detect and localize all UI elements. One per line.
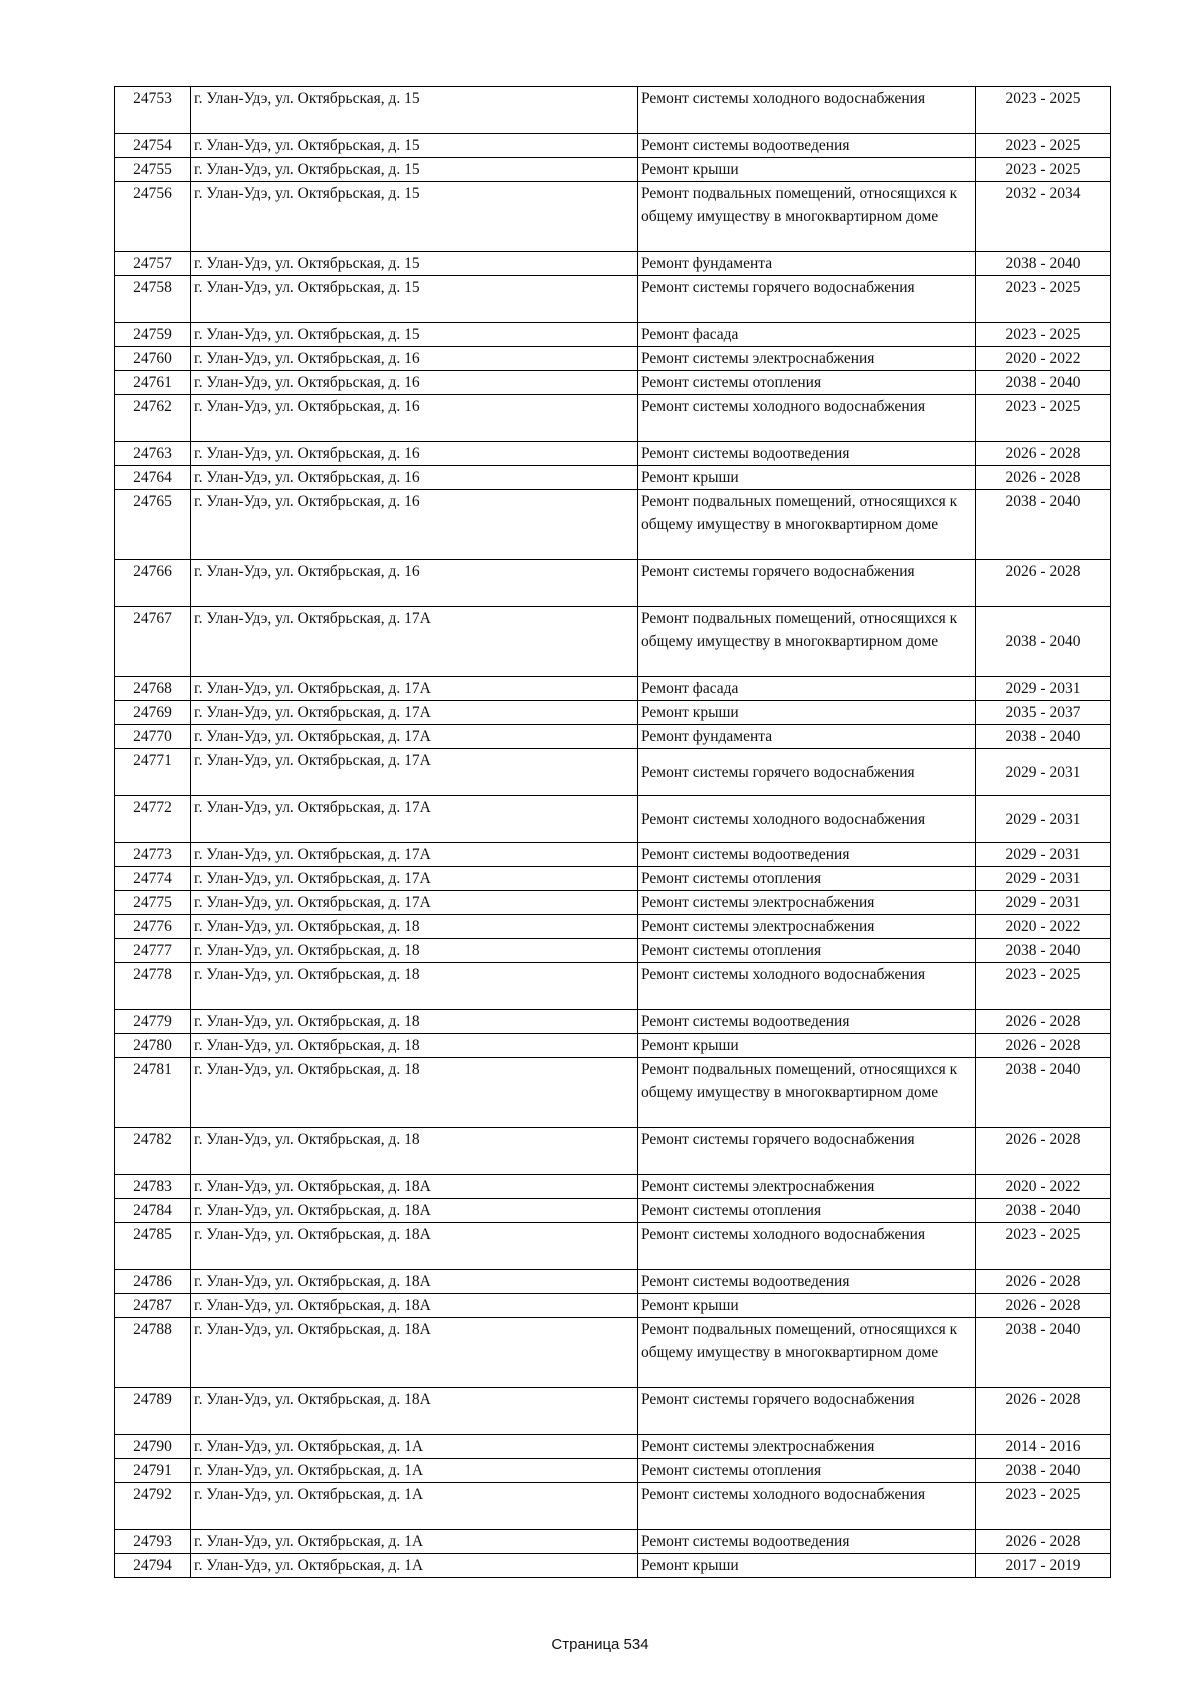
table-row [115,371,1111,395]
row-number-cell: 24771 [115,749,191,796]
address-cell: г. Улан-Удэ, ул. Октябрьская, д. 17А [191,607,638,677]
table-row [115,87,1111,134]
repair-schedule-table [114,86,1111,1578]
work-type-cell: Ремонт крыши [638,1294,976,1318]
table-row [115,867,1111,891]
period-cell: 2026 - 2028 [976,1034,1111,1058]
period-cell: 2029 - 2031 [976,867,1111,891]
address-cell: г. Улан-Удэ, ул. Октябрьская, д. 18А [191,1388,638,1435]
row-number-cell: 24784 [115,1199,191,1223]
work-type-cell: Ремонт системы горячего водоснабжения [638,560,976,607]
address-cell: г. Улан-Удэ, ул. Октябрьская, д. 18 [191,1128,638,1175]
table-row [115,1530,1111,1554]
period-cell: 2032 - 2034 [976,182,1111,252]
table-row [115,1058,1111,1128]
period-cell: 2038 - 2040 [976,371,1111,395]
table-row [115,276,1111,323]
address-cell: г. Улан-Удэ, ул. Октябрьская, д. 18 [191,1058,638,1128]
address-cell: г. Улан-Удэ, ул. Октябрьская, д. 15 [191,252,638,276]
period-cell: 2038 - 2040 [976,1318,1111,1388]
row-number-cell: 24765 [115,490,191,560]
period-cell: 2029 - 2031 [976,796,1111,843]
address-cell: г. Улан-Удэ, ул. Октябрьская, д. 15 [191,276,638,323]
work-type-cell: Ремонт подвальных помещений, относящихся к общему имуществу в многоквартирном доме [638,490,976,560]
work-type-cell: Ремонт системы отопления [638,1459,976,1483]
work-type-cell: Ремонт подвальных помещений, относящихся к общему имуществу в многоквартирном доме [638,607,976,677]
row-number-cell: 24770 [115,725,191,749]
row-number-cell: 24793 [115,1530,191,1554]
period-cell: 2026 - 2028 [976,1010,1111,1034]
row-number-cell: 24777 [115,939,191,963]
row-number-cell: 24785 [115,1223,191,1270]
address-cell: г. Улан-Удэ, ул. Октябрьская, д. 18А [191,1199,638,1223]
address-cell: г. Улан-Удэ, ул. Октябрьская, д. 18А [191,1294,638,1318]
row-number-cell: 24766 [115,560,191,607]
address-cell: г. Улан-Удэ, ул. Октябрьская, д. 17А [191,749,638,796]
work-type-cell: Ремонт подвальных помещений, относящихся к общему имуществу в многоквартирном доме [638,1318,976,1388]
table-row [115,749,1111,796]
address-cell: г. Улан-Удэ, ул. Октябрьская, д. 1А [191,1530,638,1554]
address-cell: г. Улан-Удэ, ул. Октябрьская, д. 16 [191,442,638,466]
address-cell: г. Улан-Удэ, ул. Октябрьская, д. 17А [191,725,638,749]
period-cell: 2038 - 2040 [976,1058,1111,1128]
work-type-cell: Ремонт крыши [638,1554,976,1578]
work-type-cell: Ремонт системы горячего водоснабжения [638,276,976,323]
period-cell: 2029 - 2031 [976,891,1111,915]
work-type-cell: Ремонт системы отопления [638,371,976,395]
table-row [115,252,1111,276]
table-row [115,915,1111,939]
address-cell: г. Улан-Удэ, ул. Октябрьская, д. 1А [191,1459,638,1483]
work-type-cell: Ремонт подвальных помещений, относящихся к общему имуществу в многоквартирном доме [638,1058,976,1128]
address-cell: г. Улан-Удэ, ул. Октябрьская, д. 18А [191,1318,638,1388]
table-row [115,1294,1111,1318]
row-number-cell: 24775 [115,891,191,915]
period-cell: 2038 - 2040 [976,939,1111,963]
period-cell: 2020 - 2022 [976,347,1111,371]
period-cell: 2023 - 2025 [976,1483,1111,1530]
address-cell: г. Улан-Удэ, ул. Октябрьская, д. 16 [191,371,638,395]
table-row [115,1270,1111,1294]
period-cell: 2023 - 2025 [976,134,1111,158]
table-row [115,1128,1111,1175]
work-type-cell: Ремонт фасада [638,323,976,347]
table-row [115,1483,1111,1530]
row-number-cell: 24755 [115,158,191,182]
table-row [115,1435,1111,1459]
period-cell: 2017 - 2019 [976,1554,1111,1578]
address-cell: г. Улан-Удэ, ул. Октябрьская, д. 15 [191,134,638,158]
table-row [115,442,1111,466]
work-type-cell: Ремонт фундамента [638,252,976,276]
period-cell: 2029 - 2031 [976,677,1111,701]
row-number-cell: 24759 [115,323,191,347]
table-row [115,1199,1111,1223]
row-number-cell: 24757 [115,252,191,276]
row-number-cell: 24767 [115,607,191,677]
table-row [115,677,1111,701]
address-cell: г. Улан-Удэ, ул. Октябрьская, д. 16 [191,347,638,371]
table-row [115,182,1111,252]
period-cell: 2014 - 2016 [976,1435,1111,1459]
row-number-cell: 24772 [115,796,191,843]
table-row [115,963,1111,1010]
period-cell: 2023 - 2025 [976,158,1111,182]
row-number-cell: 24783 [115,1175,191,1199]
work-type-cell: Ремонт системы холодного водоснабжения [638,1483,976,1530]
address-cell: г. Улан-Удэ, ул. Октябрьская, д. 17А [191,701,638,725]
table-row [115,725,1111,749]
row-number-cell: 24760 [115,347,191,371]
table-row [115,1459,1111,1483]
work-type-cell: Ремонт системы водоотведения [638,442,976,466]
address-cell: г. Улан-Удэ, ул. Октябрьская, д. 15 [191,87,638,134]
period-cell: 2026 - 2028 [976,442,1111,466]
row-number-cell: 24789 [115,1388,191,1435]
work-type-cell: Ремонт системы холодного водоснабжения [638,963,976,1010]
work-type-cell: Ремонт системы электроснабжения [638,1435,976,1459]
address-cell: г. Улан-Удэ, ул. Октябрьская, д. 18А [191,1270,638,1294]
period-cell: 2029 - 2031 [976,843,1111,867]
period-cell: 2038 - 2040 [976,490,1111,560]
period-cell: 2023 - 2025 [976,276,1111,323]
period-cell: 2023 - 2025 [976,963,1111,1010]
table-row [115,1010,1111,1034]
work-type-cell: Ремонт системы отопления [638,1199,976,1223]
address-cell: г. Улан-Удэ, ул. Октябрьская, д. 18 [191,1034,638,1058]
work-type-cell: Ремонт системы электроснабжения [638,915,976,939]
work-type-cell: Ремонт системы водоотведения [638,1530,976,1554]
period-cell: 2026 - 2028 [976,560,1111,607]
work-type-cell: Ремонт системы водоотведения [638,1010,976,1034]
work-type-cell: Ремонт подвальных помещений, относящихся к общему имуществу в многоквартирном доме [638,182,976,252]
period-cell: 2020 - 2022 [976,915,1111,939]
address-cell: г. Улан-Удэ, ул. Октябрьская, д. 16 [191,466,638,490]
table-row [115,701,1111,725]
period-cell: 2029 - 2031 [976,749,1111,796]
address-cell: г. Улан-Удэ, ул. Октябрьская, д. 15 [191,158,638,182]
address-cell: г. Улан-Удэ, ул. Октябрьская, д. 17А [191,677,638,701]
period-cell: 2026 - 2028 [976,1270,1111,1294]
work-type-cell: Ремонт системы горячего водоснабжения [638,1388,976,1435]
row-number-cell: 24788 [115,1318,191,1388]
work-type-cell: Ремонт фундамента [638,725,976,749]
work-type-cell: Ремонт системы водоотведения [638,843,976,867]
row-number-cell: 24781 [115,1058,191,1128]
work-type-cell: Ремонт крыши [638,466,976,490]
work-type-cell: Ремонт системы холодного водоснабжения [638,796,976,843]
period-cell: 2023 - 2025 [976,1223,1111,1270]
table-row [115,607,1111,677]
address-cell: г. Улан-Удэ, ул. Октябрьская, д. 18А [191,1223,638,1270]
table-row [115,323,1111,347]
work-type-cell: Ремонт системы горячего водоснабжения [638,1128,976,1175]
address-cell: г. Улан-Удэ, ул. Октябрьская, д. 18А [191,1175,638,1199]
period-cell: 2026 - 2028 [976,1388,1111,1435]
period-cell: 2038 - 2040 [976,1459,1111,1483]
table-row [115,1175,1111,1199]
work-type-cell: Ремонт фасада [638,677,976,701]
address-cell: г. Улан-Удэ, ул. Октябрьская, д. 17А [191,867,638,891]
table-row [115,1034,1111,1058]
work-type-cell: Ремонт системы водоотведения [638,1270,976,1294]
table-row [115,1388,1111,1435]
table-row [115,843,1111,867]
table-body [115,87,1111,1578]
row-number-cell: 24773 [115,843,191,867]
row-number-cell: 24786 [115,1270,191,1294]
work-type-cell: Ремонт системы отопления [638,939,976,963]
work-type-cell: Ремонт системы электроснабжения [638,1175,976,1199]
address-cell: г. Улан-Удэ, ул. Октябрьская, д. 16 [191,395,638,442]
table-row [115,891,1111,915]
table-row [115,158,1111,182]
table-row [115,347,1111,371]
address-cell: г. Улан-Удэ, ул. Октябрьская, д. 1А [191,1435,638,1459]
period-cell: 2023 - 2025 [976,395,1111,442]
table-row [115,490,1111,560]
address-cell: г. Улан-Удэ, ул. Октябрьская, д. 1А [191,1554,638,1578]
table-row [115,796,1111,843]
row-number-cell: 24763 [115,442,191,466]
row-number-cell: 24790 [115,1435,191,1459]
address-cell: г. Улан-Удэ, ул. Октябрьская, д. 1А [191,1483,638,1530]
row-number-cell: 24758 [115,276,191,323]
page-number: Страница 534 [551,1636,649,1653]
row-number-cell: 24754 [115,134,191,158]
address-cell: г. Улан-Удэ, ул. Октябрьская, д. 17А [191,843,638,867]
period-cell: 2026 - 2028 [976,1294,1111,1318]
table-row [115,1554,1111,1578]
row-number-cell: 24774 [115,867,191,891]
period-cell: 2038 - 2040 [976,252,1111,276]
work-type-cell: Ремонт крыши [638,158,976,182]
table-row [115,939,1111,963]
work-type-cell: Ремонт крыши [638,1034,976,1058]
row-number-cell: 24787 [115,1294,191,1318]
row-number-cell: 24780 [115,1034,191,1058]
row-number-cell: 24782 [115,1128,191,1175]
address-cell: г. Улан-Удэ, ул. Октябрьская, д. 17А [191,891,638,915]
address-cell: г. Улан-Удэ, ул. Октябрьская, д. 15 [191,323,638,347]
row-number-cell: 24753 [115,87,191,134]
address-cell: г. Улан-Удэ, ул. Октябрьская, д. 16 [191,560,638,607]
period-cell: 2023 - 2025 [976,323,1111,347]
row-number-cell: 24761 [115,371,191,395]
row-number-cell: 24778 [115,963,191,1010]
period-cell: 2038 - 2040 [976,607,1111,677]
address-cell: г. Улан-Удэ, ул. Октябрьская, д. 18 [191,939,638,963]
address-cell: г. Улан-Удэ, ул. Октябрьская, д. 18 [191,963,638,1010]
row-number-cell: 24794 [115,1554,191,1578]
work-type-cell: Ремонт системы отопления [638,867,976,891]
work-type-cell: Ремонт системы горячего водоснабжения [638,749,976,796]
period-cell: 2026 - 2028 [976,1128,1111,1175]
row-number-cell: 24756 [115,182,191,252]
address-cell: г. Улан-Удэ, ул. Октябрьская, д. 18 [191,1010,638,1034]
table-row [115,395,1111,442]
period-cell: 2026 - 2028 [976,466,1111,490]
period-cell: 2035 - 2037 [976,701,1111,725]
work-type-cell: Ремонт системы водоотведения [638,134,976,158]
address-cell: г. Улан-Удэ, ул. Октябрьская, д. 16 [191,490,638,560]
period-cell: 2038 - 2040 [976,725,1111,749]
row-number-cell: 24764 [115,466,191,490]
work-type-cell: Ремонт системы холодного водоснабжения [638,87,976,134]
address-cell: г. Улан-Удэ, ул. Октябрьская, д. 18 [191,915,638,939]
table-row [115,134,1111,158]
row-number-cell: 24791 [115,1459,191,1483]
table-row [115,560,1111,607]
period-cell: 2038 - 2040 [976,1199,1111,1223]
table-row [115,466,1111,490]
work-type-cell: Ремонт системы холодного водоснабжения [638,395,976,442]
table-row [115,1318,1111,1388]
period-cell: 2020 - 2022 [976,1175,1111,1199]
row-number-cell: 24762 [115,395,191,442]
work-type-cell: Ремонт крыши [638,701,976,725]
row-number-cell: 24768 [115,677,191,701]
work-type-cell: Ремонт системы электроснабжения [638,891,976,915]
period-cell: 2023 - 2025 [976,87,1111,134]
row-number-cell: 24776 [115,915,191,939]
period-cell: 2026 - 2028 [976,1530,1111,1554]
work-type-cell: Ремонт системы электроснабжения [638,347,976,371]
table-row [115,1223,1111,1270]
row-number-cell: 24792 [115,1483,191,1530]
work-type-cell: Ремонт системы холодного водоснабжения [638,1223,976,1270]
row-number-cell: 24779 [115,1010,191,1034]
row-number-cell: 24769 [115,701,191,725]
address-cell: г. Улан-Удэ, ул. Октябрьская, д. 17А [191,796,638,843]
address-cell: г. Улан-Удэ, ул. Октябрьская, д. 15 [191,182,638,252]
